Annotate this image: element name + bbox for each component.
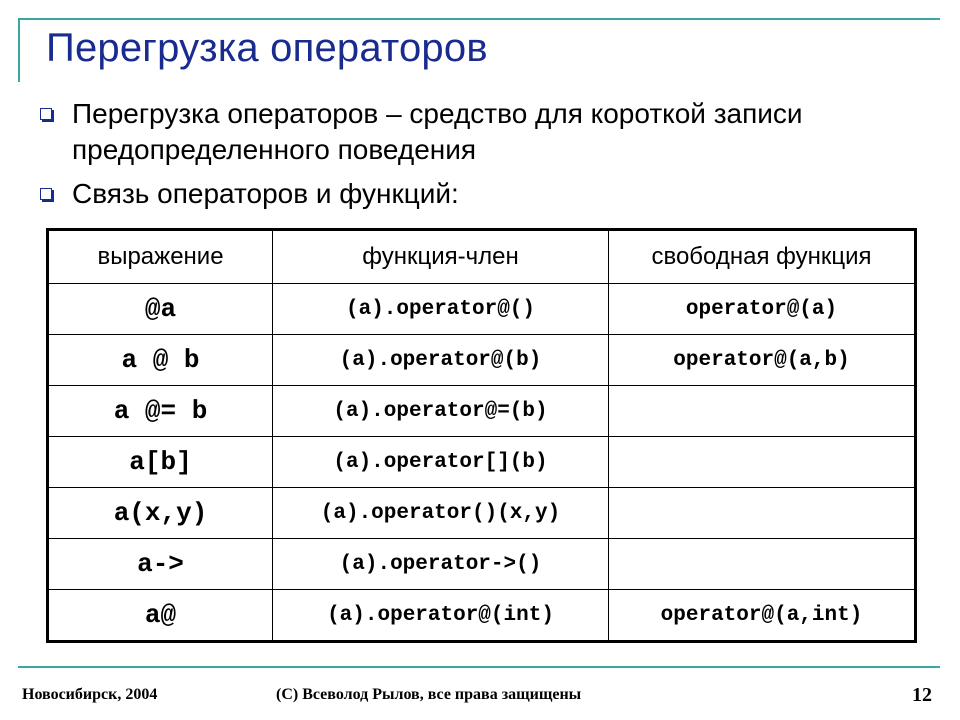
header-free-function: свободная функция [609, 231, 915, 284]
bullet-list [34, 96, 934, 220]
table-row [49, 437, 915, 488]
table-header-row [49, 231, 915, 284]
bullet-square-icon [40, 108, 52, 120]
bullet-item [34, 176, 934, 212]
cell-free-function [609, 437, 915, 488]
cell-expression: @a [49, 284, 273, 335]
cell-free-function [609, 488, 915, 539]
operators-table [48, 230, 915, 641]
cell-member-function: (a).operator@() [273, 284, 609, 335]
table-row [49, 590, 915, 641]
cell-free-function [609, 539, 915, 590]
footer-divider-line [18, 666, 940, 668]
table-row [49, 284, 915, 335]
page-number: 12 [912, 684, 932, 706]
cell-member-function: (a).operator@(int) [273, 590, 609, 641]
cell-expression: a[b] [49, 437, 273, 488]
cell-free-function: operator@(a,int) [609, 590, 915, 641]
cell-free-function: operator@(a) [609, 284, 915, 335]
cell-expression: a(x,y) [49, 488, 273, 539]
bullet-square-icon [40, 188, 52, 200]
cell-member-function: (a).operator@=(b) [273, 386, 609, 437]
frame-vertical-line [18, 18, 20, 82]
slide-title: Перегрузка операторов [46, 26, 488, 70]
cell-expression: a@ [49, 590, 273, 641]
cell-member-function: (a).operator()(x,y) [273, 488, 609, 539]
table-row [49, 386, 915, 437]
cell-free-function: operator@(a,b) [609, 335, 915, 386]
bullet-item [34, 96, 934, 168]
header-expression: выражение [49, 231, 273, 284]
bullet-text: Связь операторов и функций: [72, 178, 459, 209]
cell-expression: a-> [49, 539, 273, 590]
frame-top-line [19, 18, 940, 20]
cell-expression: a @ b [49, 335, 273, 386]
table-row [49, 335, 915, 386]
header-member-function: функция-член [273, 231, 609, 284]
footer-location: Новосибирск, 2004 [22, 686, 158, 703]
cell-member-function: (a).operator->() [273, 539, 609, 590]
table-row [49, 488, 915, 539]
cell-free-function [609, 386, 915, 437]
footer-copyright: (C) Всеволод Рылов, все права защищены [276, 686, 582, 703]
cell-expression: a @= b [49, 386, 273, 437]
cell-member-function: (a).operator[](b) [273, 437, 609, 488]
table-row [49, 539, 915, 590]
cell-member-function: (a).operator@(b) [273, 335, 609, 386]
bullet-text: Перегрузка операторов – средство для короткой записи предопределенного поведения [72, 98, 803, 165]
